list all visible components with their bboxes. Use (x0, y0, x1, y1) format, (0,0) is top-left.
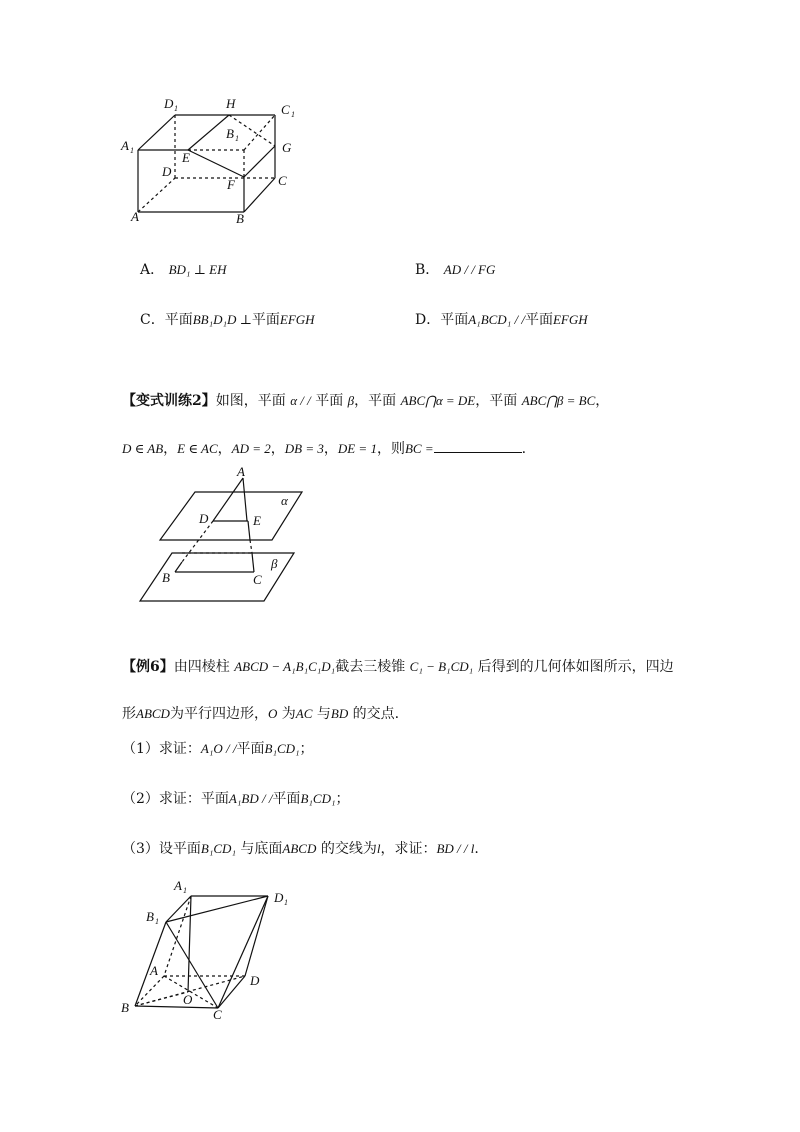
option-c-text2: 平面 (251, 312, 280, 328)
v2-l2-t1: ，则 (376, 441, 405, 457)
ex6-l1-t3: 后得到的几何体如图所示，四边 (477, 659, 674, 675)
option-a-prefix: A． (140, 262, 165, 278)
label-E: E (182, 150, 190, 165)
label-beta: β (271, 556, 278, 571)
label-B: B (236, 211, 244, 226)
variant2-line2 (122, 438, 526, 458)
hidden-edge-A-B (135, 976, 164, 1006)
v2-l1-t1: 如图，平面 (215, 393, 286, 409)
example6-q2 (122, 788, 349, 808)
ex6-l1-t1: 由四棱柱 (173, 659, 230, 675)
label-C: C (278, 173, 287, 188)
ex6-l2-t1: 形 (122, 706, 136, 722)
label-D1-sub: 1 (174, 104, 178, 113)
option-d-math2: EFGH (552, 312, 588, 327)
figure-parallel-planes (130, 460, 310, 605)
example6-q1 (122, 738, 314, 758)
hidden-segment-D-B (182, 521, 213, 562)
label-A1: A (121, 138, 129, 153)
option-d-text2: 平面 (524, 312, 553, 328)
ex6-l1-m2: C₁ − B₁CD₁ (409, 659, 474, 674)
option-d-math1: A₁BCD₁ / / (468, 312, 525, 327)
ex6-l2-t4: 与 (316, 706, 331, 722)
v2-l1-m2: β (347, 393, 355, 408)
q2-t3: ； (335, 791, 350, 807)
v2-l2-m5: DE = 1 (337, 441, 377, 456)
v2-l1-t4: ，平面 (475, 393, 518, 409)
label-A: A (237, 464, 245, 479)
ex6-l2-m1: ABCD (136, 706, 170, 721)
label-B1: B (146, 909, 154, 924)
q3-t1: （3）设平面 (122, 841, 201, 857)
q1-t3: ； (299, 741, 314, 757)
edge-D1-C (218, 896, 268, 1008)
q2-m2: B₁CD₁ (300, 791, 336, 806)
q3-t2: 与底面 (240, 841, 283, 857)
option-a-math: BD₁ ⊥ EH (168, 262, 227, 277)
label-A: A (131, 209, 139, 224)
edge-E-F (188, 150, 244, 177)
label-A1-sub: 1 (130, 146, 134, 155)
label-C1: C (281, 102, 290, 117)
example6-line1 (122, 656, 674, 676)
label-D1-sub: 1 (284, 898, 288, 907)
q3-t4: ，求证： (380, 841, 437, 857)
example6-heading: 【例6】 (122, 659, 174, 675)
ex6-l2-m4: BD (330, 706, 349, 721)
label-D1: D (164, 96, 174, 111)
v2-l1-m3: ABC⋂α = DE (400, 393, 476, 408)
label-B1: B (226, 126, 234, 141)
example6-q3 (122, 838, 479, 858)
edge-A1-B1 (166, 896, 191, 922)
v2-l2-m6: BC = (404, 441, 434, 456)
ex6-l2-m2: O (267, 706, 278, 721)
answer-blank[interactable] (434, 440, 522, 453)
q3-m3: l (376, 841, 381, 856)
edge-E-H (188, 115, 229, 150)
q3-m2: ABCD (282, 841, 317, 856)
variant2-heading: 【变式训练2】 (122, 393, 216, 409)
v2-l1-t5: ， (595, 393, 610, 409)
label-A1-sub: 1 (183, 886, 187, 895)
v2-l2-m4: DB = 3 (284, 441, 324, 456)
edge-B-C (135, 1006, 218, 1008)
v2-l2-sep1: ， (163, 441, 178, 457)
edge-A1-D1 (138, 115, 175, 150)
label-D: D (250, 973, 260, 988)
hidden-edge-B-O (135, 992, 188, 1006)
ex6-l2-t3: 为 (281, 706, 296, 722)
option-b-prefix: B． (415, 262, 440, 278)
v2-l2-sep2: ， (217, 441, 232, 457)
q1-t1: （1）求证： (122, 741, 201, 757)
v2-l2-sep4: ， (323, 441, 338, 457)
q2-m1: A₁BD / / (228, 791, 273, 806)
ex6-l1-t2: 截去三棱锥 (335, 659, 406, 675)
option-c-math2: EFGH (279, 312, 315, 327)
label-B1-sub: 1 (235, 134, 239, 143)
v2-l2-sep3: ， (270, 441, 285, 457)
variant2-line1 (122, 390, 609, 410)
label-C: C (213, 1007, 222, 1020)
segment-B-upper (175, 562, 182, 572)
label-C1-sub: 1 (291, 110, 295, 119)
example6-line2 (122, 703, 399, 723)
option-b-math: AD / / FG (443, 262, 496, 277)
label-D1: D (274, 890, 284, 905)
hidden-edge-B1-C1 (244, 115, 275, 150)
v2-l2-end: . (521, 441, 527, 457)
q1-t2: 平面 (236, 741, 265, 757)
v2-l2-m1: D ∈ AB (122, 441, 164, 456)
hidden-edge-A-D (138, 178, 175, 212)
q3-m4: BD / / l (436, 841, 475, 856)
q3-t5: . (474, 841, 479, 857)
label-B: B (121, 1000, 129, 1015)
label-E: E (253, 513, 261, 528)
label-A1: A (174, 878, 182, 893)
option-d-text1: 平面 (440, 312, 469, 328)
label-O: O (183, 992, 193, 1007)
label-alpha: α (281, 493, 288, 508)
edge-F-G (244, 146, 275, 177)
v2-l1-t3: ，平面 (354, 393, 397, 409)
q3-t3: 的交线为 (320, 841, 377, 857)
label-C: C (253, 572, 262, 587)
edge-B-C (244, 178, 275, 212)
q3-m1: B₁CD₁ (200, 841, 236, 856)
v2-l1-m4: ABC⋂β = BC (521, 393, 596, 408)
ex6-l2-t2: 为平行四边形， (169, 706, 268, 722)
option-b (415, 259, 495, 279)
segment-E-C-visible (248, 521, 250, 540)
q1-m1: A₁O / / (200, 741, 237, 756)
v2-l2-m2: E ∈ AC (177, 441, 218, 456)
option-c-text1: 平面 (164, 312, 193, 328)
label-B: B (162, 570, 170, 585)
edge-B1-D1 (166, 896, 268, 922)
q2-t1: （2）求证：平面 (122, 791, 229, 807)
option-c-prefix: C． (140, 312, 165, 328)
ex6-l2-t5: 的交点. (352, 706, 400, 722)
v2-l1-t2: 平面 (315, 393, 344, 409)
label-D: D (162, 164, 172, 179)
figure-truncated-prism (115, 875, 300, 1020)
v2-l2-m3: AD = 2 (231, 441, 271, 456)
label-D: D (199, 511, 209, 526)
segment-A-E (243, 478, 247, 521)
label-F: F (227, 177, 235, 192)
figure-cuboid (110, 90, 310, 230)
option-d-prefix: D． (415, 312, 441, 328)
hidden-segment-E-C (250, 540, 252, 553)
edge-A1-O (188, 896, 191, 992)
q1-m2: B₁CD₁ (264, 741, 300, 756)
edge-C-D (218, 976, 245, 1008)
ex6-l1-m1: ABCD − A₁B₁C₁D₁ (234, 659, 336, 674)
option-c (140, 309, 315, 329)
label-B1-sub: 1 (155, 917, 159, 926)
hidden-edge-A1-A (164, 896, 191, 976)
label-A: A (150, 963, 158, 978)
segment-C-upper (252, 553, 254, 572)
q2-t2: 平面 (272, 791, 301, 807)
label-G: G (282, 140, 292, 155)
segment-A-D (213, 478, 243, 521)
edge-D1-D (245, 896, 268, 976)
option-c-math1: BB₁D₁D ⊥ (192, 312, 252, 327)
ex6-l2-m3: AC (295, 706, 313, 721)
option-a (140, 259, 226, 279)
v2-l1-m1: α / / (290, 393, 311, 408)
label-H: H (226, 96, 236, 111)
option-d (415, 309, 588, 329)
